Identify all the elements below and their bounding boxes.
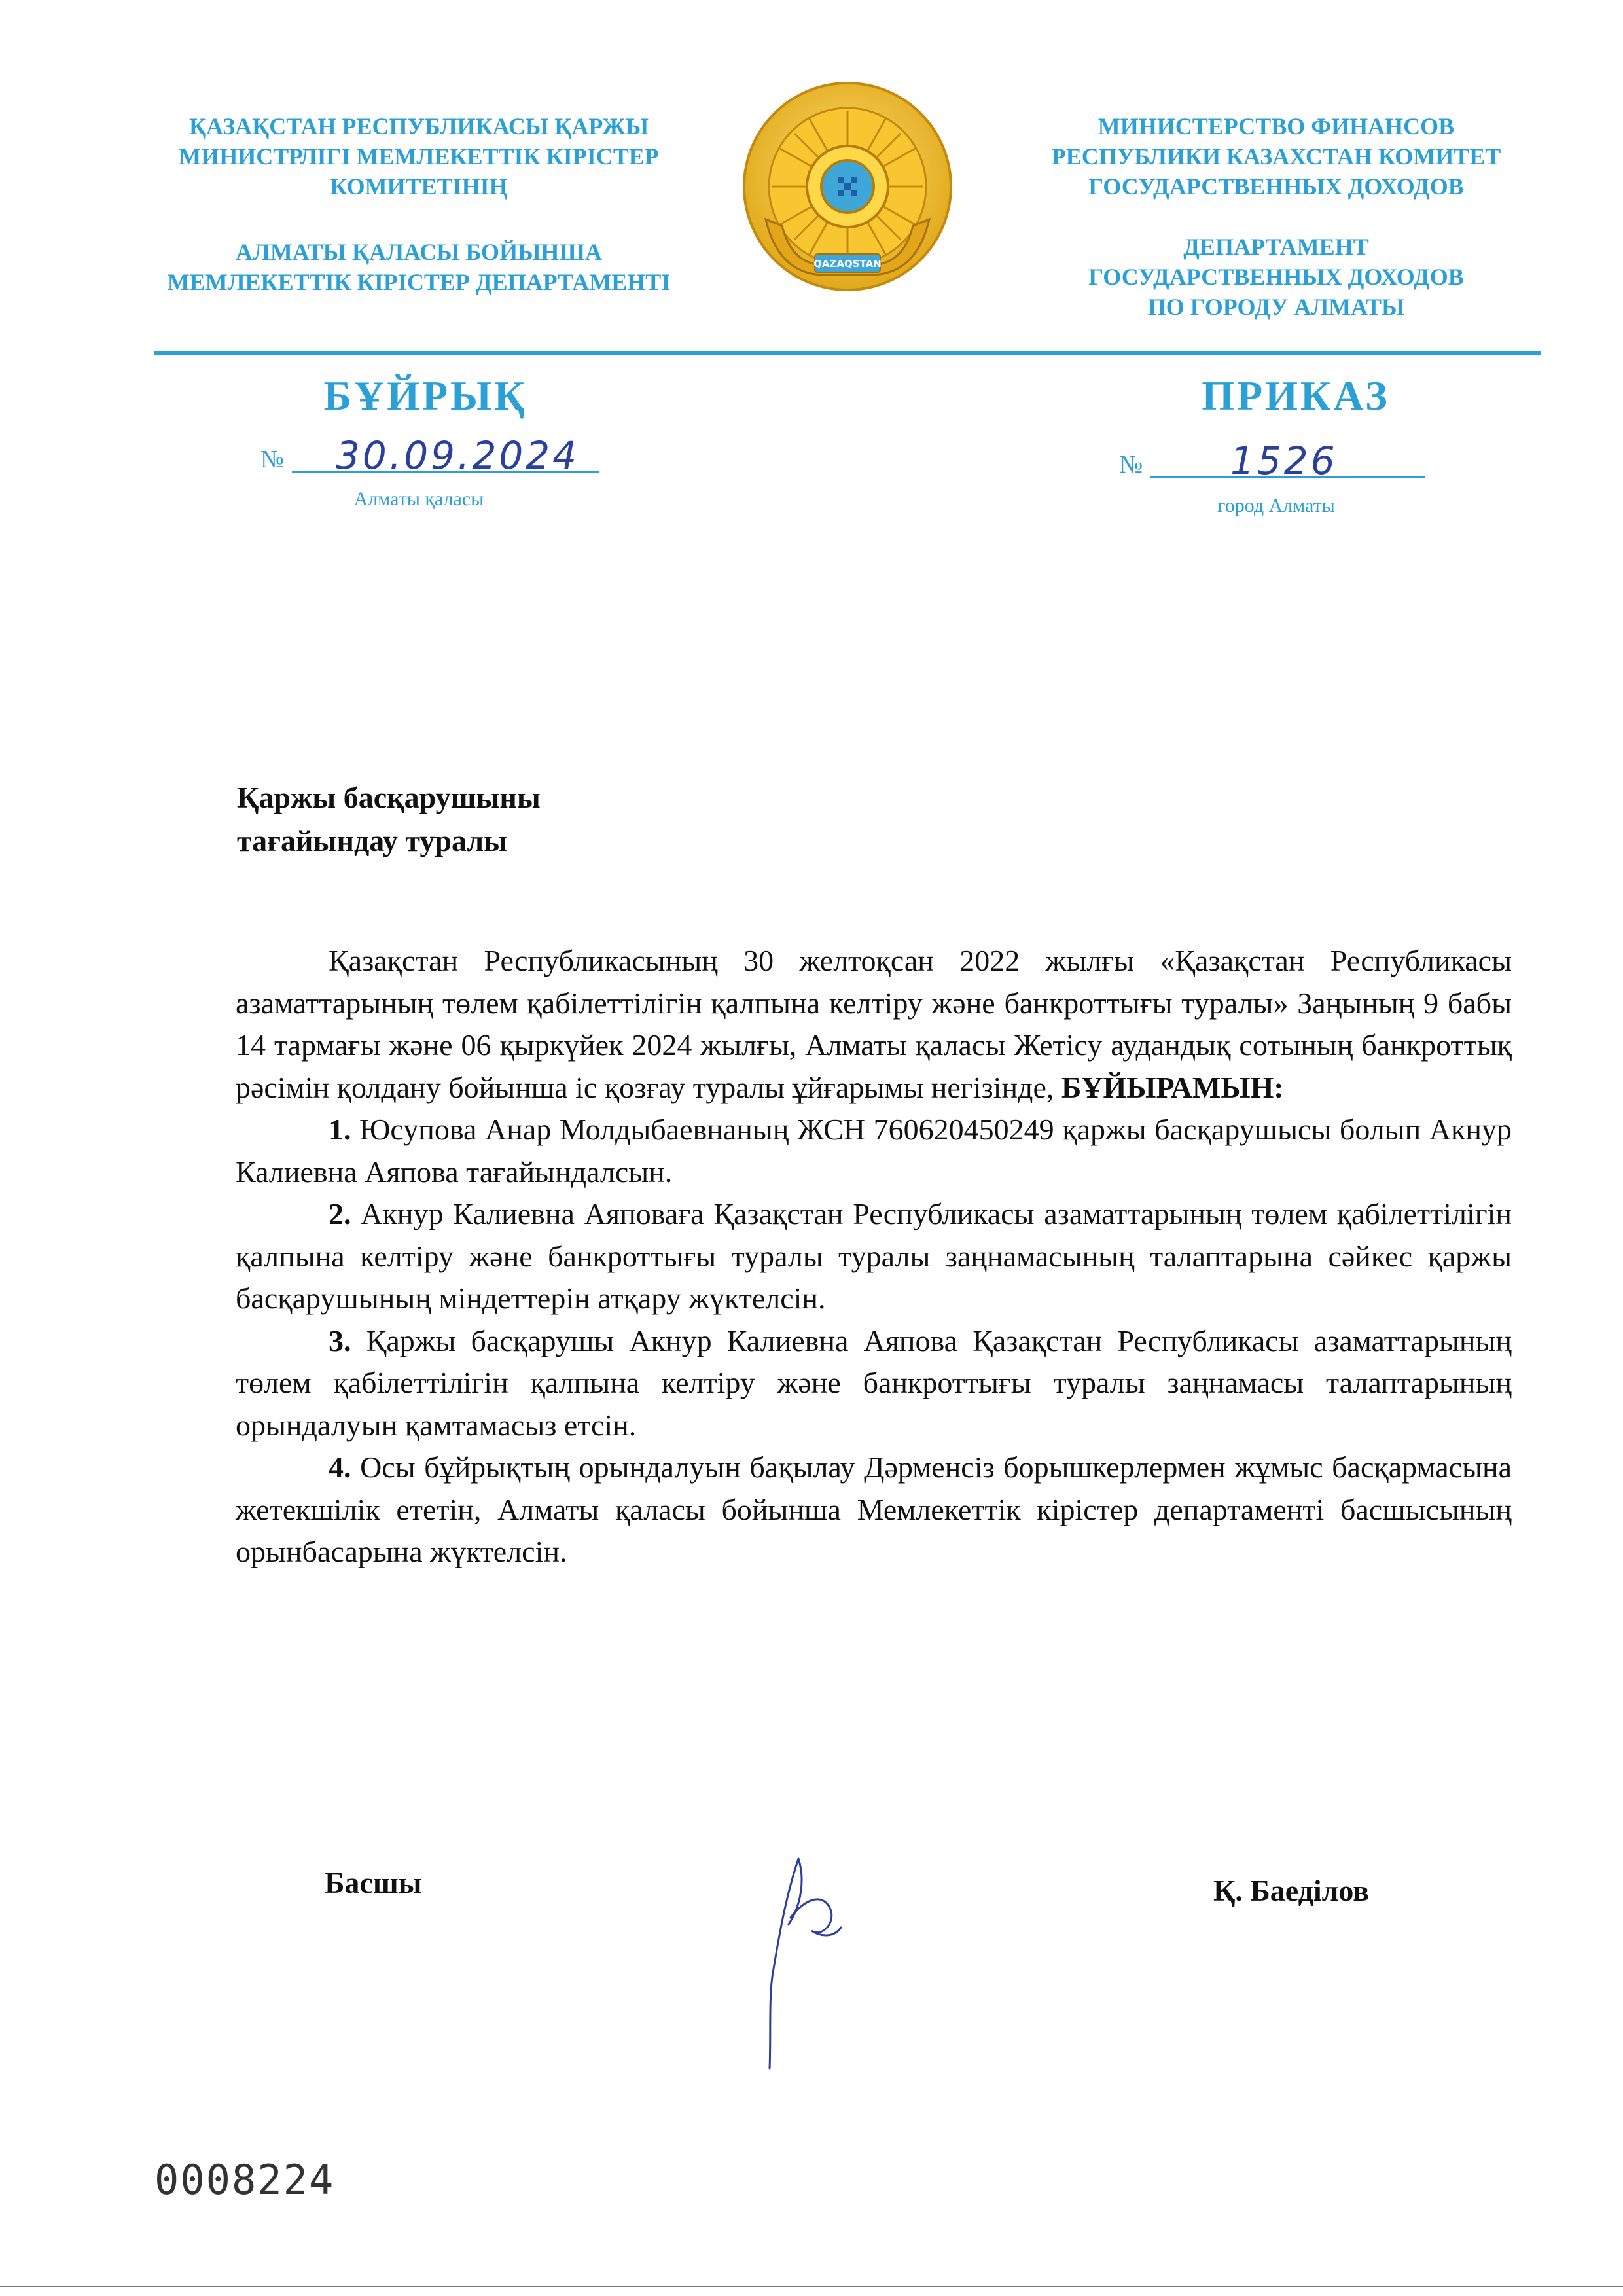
- order-title-kz: БҰЙРЫҚ: [323, 372, 527, 419]
- emblem-text: QAZAQSTAN: [813, 258, 882, 270]
- list-item: [236, 1446, 1512, 1573]
- item-number: 3.: [329, 1323, 351, 1357]
- order-date-field: [260, 432, 614, 478]
- order-title-ru: ПРИКАЗ: [1202, 372, 1390, 419]
- header-right-ministry: [1021, 111, 1531, 202]
- item-text: Қаржы басқарушы Акнур Калиевна Аяпова Қазақстан Республикасы азаматтарының төлем қабілеттілігін қалпына келтіру және банкроттығы туралы заңнамасы талаптарының орындалуын қамтамасыз етсін.: [236, 1323, 1512, 1442]
- item-number: 4.: [329, 1450, 351, 1484]
- city-ru: город Алматы: [1217, 495, 1335, 516]
- decree-word: БҰЙЫРАМЫН:: [1061, 1070, 1284, 1104]
- header-line: МИНИСТЕРСТВО ФИНАНСОВ: [1097, 113, 1455, 139]
- number-sign: №: [260, 446, 285, 473]
- serial-number: 0008224: [154, 2156, 335, 2204]
- list-item: [236, 1109, 1512, 1193]
- item-number: 2.: [329, 1197, 351, 1230]
- item-text: Юсупова Анар Молдыбаевнаның ЖСН 760620450249 қаржы басқарушысы болып Акнур Калиевна Аяпова тағайындалсын.: [236, 1113, 1512, 1189]
- header-line: КОМИТЕТІНІҢ: [330, 173, 508, 200]
- header-left-ministry: [164, 111, 674, 202]
- order-body: [236, 940, 1512, 1573]
- header-right-department: [1021, 232, 1531, 322]
- intro-text: Қазақстан Республикасының 30 желтоқсан 2022 жылғы «Қазақстан Республикасы азаматтарының төлем қабілеттілігін қалпына келтіру және банкроттығы туралы» Заңының 9 бабы 14 тармағы және 06 қыркүйек 2024 жылғы, Алматы қаласы Жетісу аудандық сотының банкроттық рәсімін қолдану бойынша іс қозғау туралы ұйғарымы негізінде,: [236, 944, 1512, 1104]
- item-text: Осы бұйрықтың орындалуын бақылау Дәрменсіз борышкерлермен жұмыс басқармасына жетекшілік ететін, Алматы қаласы бойынша Мемлекеттік кірістер департаменті басшысының орынбасарына жүктелсін.: [236, 1450, 1512, 1568]
- item-number: 1.: [329, 1113, 351, 1146]
- handwritten-signature: [759, 1839, 864, 2075]
- header-line: ҚАЗАҚСТАН РЕСПУБЛИКАСЫ ҚАРЖЫ: [188, 113, 649, 139]
- order-number-field: [1119, 437, 1440, 483]
- bottom-edge: [0, 2286, 1623, 2287]
- header-line: ГОСУДАРСТВЕННЫХ ДОХОДОВ: [1088, 173, 1464, 200]
- subject-line: тағайындау туралы: [237, 824, 508, 857]
- intro-paragraph: [236, 940, 1512, 1109]
- header-line: ПО ГОРОДУ АЛМАТЫ: [1147, 294, 1405, 320]
- order-subject: [237, 776, 541, 863]
- header-left-department: [164, 237, 674, 297]
- header-line: РЕСПУБЛИКИ КАЗАХСТАН КОМИТЕТ: [1051, 143, 1501, 170]
- header-line: АЛМАТЫ ҚАЛАСЫ БОЙЫНША: [236, 239, 602, 265]
- header-divider: [154, 351, 1541, 355]
- header-line: ГОСУДАРСТВЕННЫХ ДОХОДОВ: [1088, 264, 1464, 290]
- signatory-title: Басшы: [325, 1866, 422, 1899]
- item-text: Акнур Калиевна Аяповаға Қазақстан Республикасы азаматтарының төлем қабілеттілігін қалпына келтіру және банкроттығы туралы туралы заңнамасының талаптарына сәйкес қаржы басқарушының міндеттерін атқару жүктелсін.: [236, 1197, 1512, 1315]
- signatory-name: Қ. Баеділов: [1213, 1874, 1370, 1907]
- handwritten-number: 1526: [1230, 439, 1338, 483]
- list-item: [236, 1320, 1512, 1447]
- list-item: [236, 1193, 1512, 1320]
- header-line: МЕМЛЕКЕТТІК КІРІСТЕР ДЕПАРТАМЕНТІ: [167, 269, 671, 295]
- header-line: ДЕПАРТАМЕНТ: [1183, 234, 1369, 260]
- city-kz: Алматы қаласы: [353, 488, 484, 510]
- state-emblem: [740, 79, 955, 295]
- handwritten-date: 30.09.2024: [336, 433, 580, 478]
- header-line: МИНИСТРЛІГІ МЕМЛЕКЕТТІК КІРІСТЕР: [179, 143, 659, 170]
- number-sign: №: [1119, 451, 1143, 478]
- subject-line: Қаржы басқарушыны: [237, 781, 541, 814]
